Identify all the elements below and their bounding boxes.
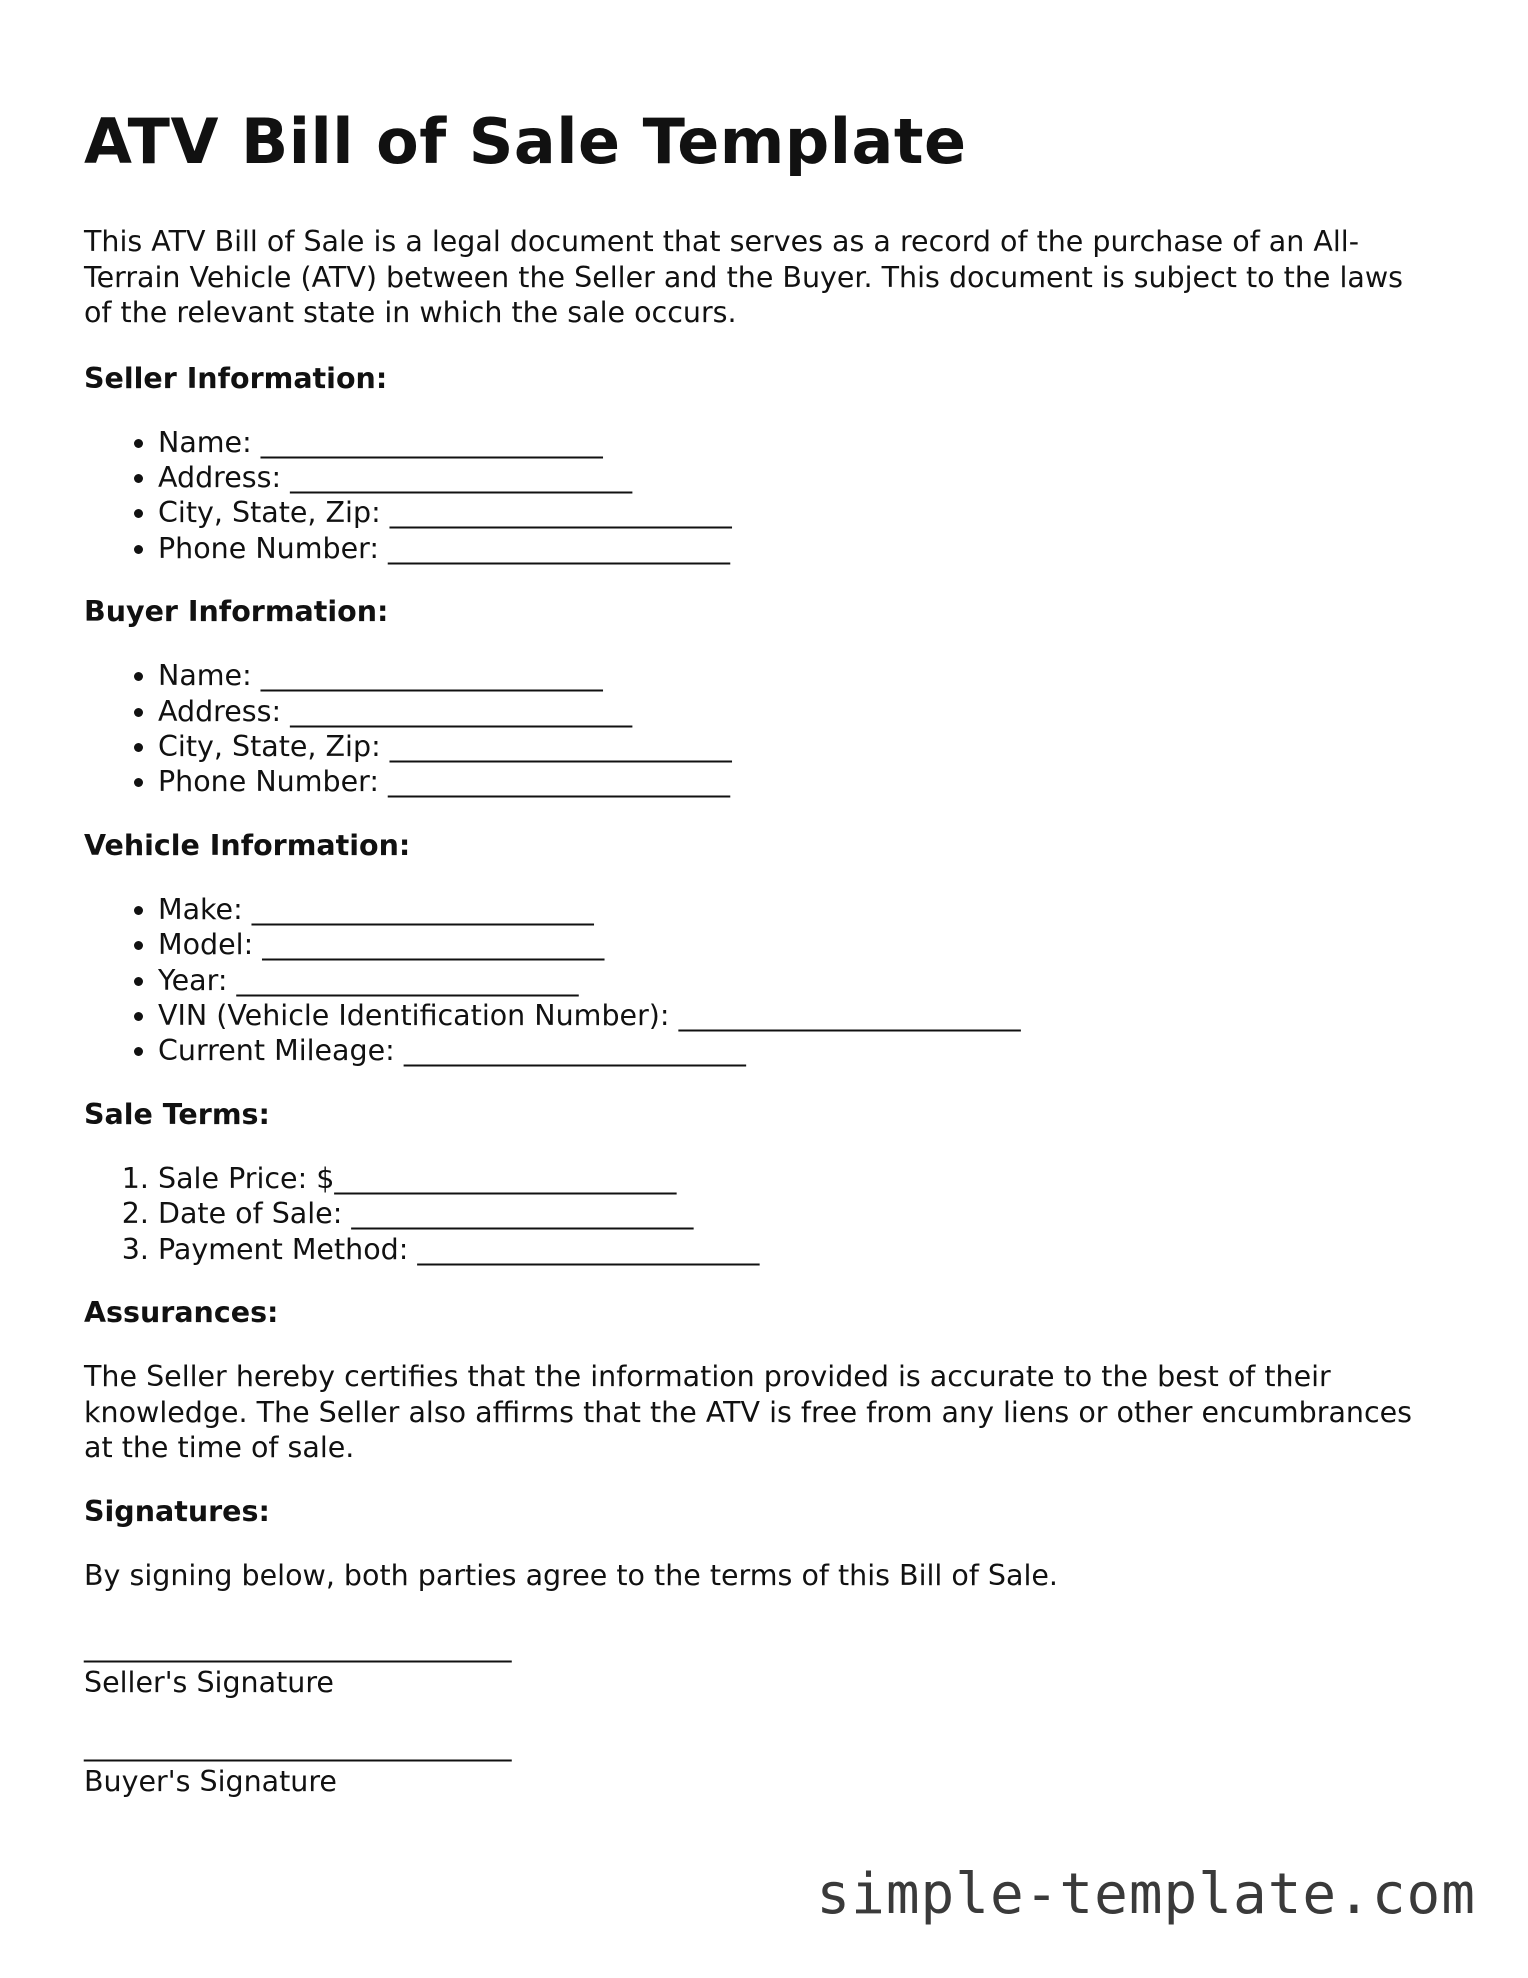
- seller-address-field: • Address: ________________________: [158, 460, 1444, 495]
- buyer-signature-block: [84, 1728, 1444, 1799]
- sale-price-field: 1. Sale Price: $________________________: [158, 1161, 1444, 1196]
- seller-city-field: • City, State, Zip: ________________________: [158, 495, 1444, 530]
- watermark: simple-template.com: [816, 1862, 1476, 1927]
- buyer-address-field: • Address: ________________________: [158, 694, 1444, 729]
- signatures-paragraph: By signing below, both parties agree to the terms of this Bill of Sale.: [84, 1558, 1058, 1592]
- buyer-signature-line: ______________________________: [84, 1729, 512, 1762]
- buyer-signature-label: Buyer's Signature: [84, 1764, 337, 1798]
- buyer-phone-field: • Phone Number: ________________________: [158, 764, 1444, 799]
- page-title: ATV Bill of Sale Template: [84, 105, 967, 178]
- vehicle-make-field: • Make: ________________________: [158, 892, 1444, 927]
- buyer-name-field: • Name: ________________________: [158, 658, 1444, 693]
- assurances-heading: Assurances:: [84, 1296, 279, 1329]
- sale-terms-list: [84, 1161, 1444, 1267]
- vehicle-heading: Vehicle Information:: [84, 828, 411, 862]
- buyer-heading: Buyer Information:: [84, 595, 389, 629]
- seller-phone-field: • Phone Number: ________________________: [158, 531, 1444, 566]
- vehicle-mileage-field: • Current Mileage: ________________________: [158, 1033, 1444, 1068]
- buyer-list: [84, 658, 1444, 800]
- buyer-city-field: • City, State, Zip: ________________________: [158, 729, 1444, 764]
- intro-paragraph: This ATV Bill of Sale is a legal document that serves as a record of the purchase of an All-Terrain Vehicle (ATV) between the Seller and the Buyer. This document is subject to the laws of the relevant state in which the sale occurs.: [84, 225, 1404, 329]
- seller-signature-block: [84, 1629, 1444, 1700]
- vehicle-list: [84, 892, 1444, 1069]
- document-page: [84, 100, 1444, 1799]
- seller-signature-line: ______________________________: [84, 1630, 512, 1663]
- seller-heading: Seller Information:: [84, 361, 388, 395]
- vehicle-vin-field: • VIN (Vehicle Identification Number): ________________________: [158, 998, 1444, 1033]
- sale-date-field: 2. Date of Sale: ________________________: [158, 1196, 1444, 1231]
- payment-method-field: 3. Payment Method: ________________________: [158, 1232, 1444, 1267]
- assurances-paragraph: The Seller hereby certifies that the information provided is accurate to the best of their knowledge. The Seller also affirms that the ATV is free from any liens or other encumbrances at the time of sale.: [84, 1360, 1413, 1464]
- signatures-heading: Signatures:: [84, 1494, 270, 1528]
- vehicle-year-field: • Year: ________________________: [158, 963, 1444, 998]
- seller-list: [84, 425, 1444, 567]
- seller-signature-label: Seller's Signature: [84, 1665, 334, 1699]
- sale-terms-heading: Sale Terms:: [84, 1097, 270, 1131]
- seller-name-field: • Name: ________________________: [158, 425, 1444, 460]
- vehicle-model-field: • Model: ________________________: [158, 927, 1444, 962]
